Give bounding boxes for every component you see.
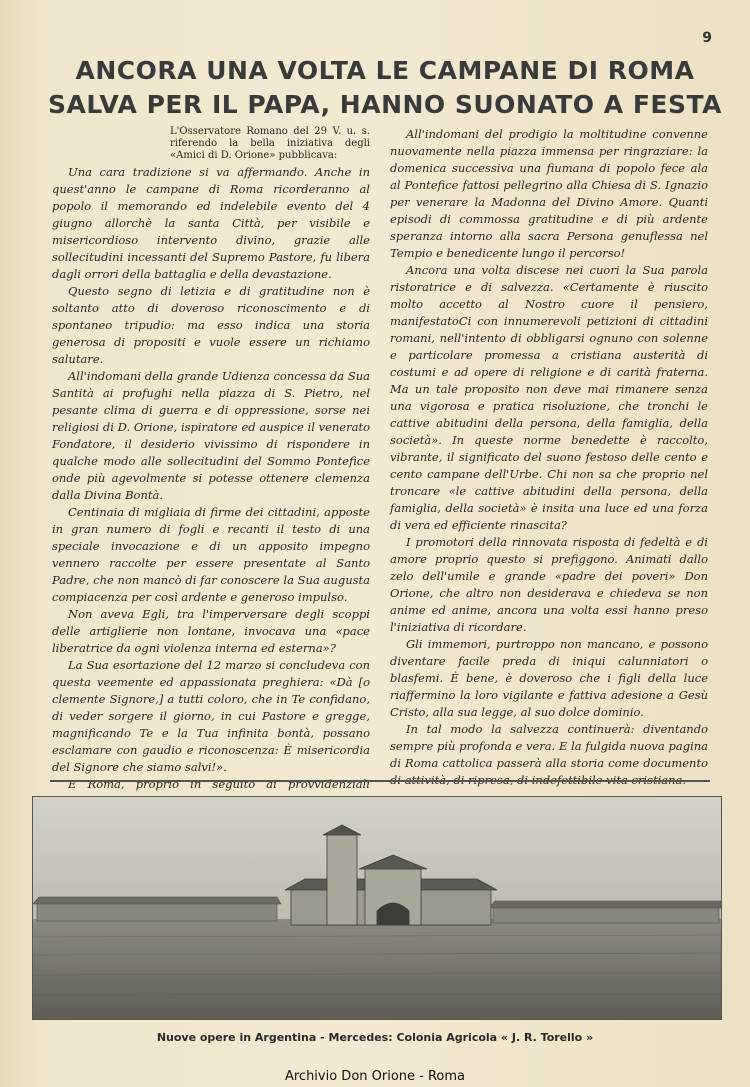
archive-footer: Archivio Don Orione - Roma <box>284 1069 466 1084</box>
paragraph: Una cara tradizione si va affermando. Anche in quest'anno le campane di Roma ricorderanno al popolo il memorando ed indelebile evento del 4 giugno allorchè la santa Città, per visibile e misericordioso intervento divino, grazie alle sollecitudini incessanti del Supremo Pastore, fu libera dagli orrori della battaglia e della devastazione. <box>52 165 370 281</box>
headline-line-2: SALVA PER IL PAPA, HANNO SUONATO A FESTA <box>48 90 722 119</box>
long-building-right <box>489 901 721 923</box>
article-right-column <box>390 126 708 789</box>
photo-caption: Nuove opere in Argentina - Mercedes: Colonia Agricola « J. R. Torello » <box>156 1031 594 1044</box>
paragraph: All'indomani del prodigio la moltitudine convenne nuovamente nella piazza immensa per ringraziare: la domenica successiva una fiumana di popolo fece ala al Pontefice fattosi pellegrino alla Chiesa di S. Ignazio per venerare la Madonna del Divino Amore. Quanti episodi di commossa gratitudine e di più ardente speranza intorno alla sacra Persona genuflessa nel Tempio e benedicente lungo il percorso! <box>390 127 708 260</box>
long-building-left <box>33 897 281 921</box>
paragraph: Non aveva Egli, tra l'imperversare degli scoppi delle artiglierie non lontane, invocava una «pace liberatrice da ogni violenza interna ed esterna»? <box>52 607 370 655</box>
paragraph: E Roma, proprio in seguito ai provvidenziali <box>68 777 370 791</box>
paragraph: La Sua esortazione del 12 marzo si concludeva con questa veemente ed appassionata preghiera: «Dà [o clemente Signore,] a tutti coloro, che in Te confidano, di veder sorgere il giorno, in cui Pastore e gregge, magnificando Te e la Tua infinita bontà, possano esclamare con gaudio e riconoscenza: È misericordia del Signore che siamo salvi!». <box>52 658 370 774</box>
paragraph: I promotori della rinnovata risposta di fedeltà e di amore proprio questo si prefiggono. Animati dallo zelo dell'umile e grande «padre dei poveri» Don Orione, che altro non desiderava e chiedeva se non anime ed anime, ancora una volta essi hanno preso l'iniziativa di ricordare. <box>390 535 708 634</box>
headline-line-1: ANCORA UNA VOLTA LE CAMPANE DI ROMA <box>75 56 695 85</box>
divider-rule <box>50 780 710 782</box>
paragraph: All'indomani della grande Udienza concessa da Sua Santità ai profughi nella piazza di S. Pietro, nel pesante clima di guerra e di oppressione, sorse nei religiosi di D. Orione, ispiratore ed auspice il venerato Fondatore, il desiderio vivissimo di rispondere in qualche modo alle sollecitudini del Sommo Pontefice onde più agevolmente si potesse ottenere clemenza dalla Divina Bontà. <box>52 369 370 502</box>
field <box>33 919 721 1019</box>
byline: L'Osservatore Romano del 29 V. u. s. riferendo la bella iniziativa degli «Amici di D. Orione» pubblicava: <box>170 126 370 161</box>
paragraph: Gli immemori, purtroppo non mancano, e possono diventare facile preda di iniqui calunniatori o blasfemi. È bene, è doveroso che i figli della luce riaffermino la loro vigilante e fattiva adesione a Gesù Cristo, alla sua legge, al suo dolce dominio. <box>390 637 708 719</box>
paragraph: Centinaia di migliaia di firme dei cittadini, apposte in gran numero di fogli e recanti il testo di una speciale invocazione e di un apposito impegno vennero raccolte per essere presentate al Santo Padre, che non mancò di far conoscere la Sua augusta compiacenza per così ardente e generoso impulso. <box>52 505 370 604</box>
paragraph: Ancora una volta discese nei cuori la Sua parola ristoratrice e di salvezza. «Certamente è riuscito molto accetto al Nostro cuore il pensiero, manifestatoCi con innumerevoli petizioni di cittadini romani, nell'intento di obbligarsi ognuno con solenne e particolare promessa a cristiana austerità di costumi e ad opere di religione e di carità fraterna. Ma un tale proposito non deve mai rimanere senza una vigorosa e pratica risoluzione, che tronchi le cattive abitudini della persona, della famiglia, della società». In queste norme benedette è raccolto, vibrante, il significato del suono festoso delle cento e cento campane dell'Urbe. Chi non sa che proprio nel troncare «le cattive abitudini della persona, della famiglia, della società» è insita una luce ed una forza di vera ed efficiente rinascita? <box>390 263 708 532</box>
article-left-column <box>52 126 370 827</box>
paragraph: In tal modo la salvezza continuerà: diventando sempre più profonda e vera. E la fulgida nuova pagina di Roma cattolica passerà alla storia come documento di attività, di ripresa, di indefettibile vita cristiana. <box>390 722 708 787</box>
page-number: 9 <box>702 30 712 46</box>
paragraph: Questo segno di letizia e di gratitudine non è soltanto atto di doveroso riconoscimento e di spontaneo tripudio: ma esso indica una storia generosa di propositi e vuole essere un richiamo salutare. <box>52 284 370 366</box>
photo-colonia-agricola <box>32 796 722 1020</box>
